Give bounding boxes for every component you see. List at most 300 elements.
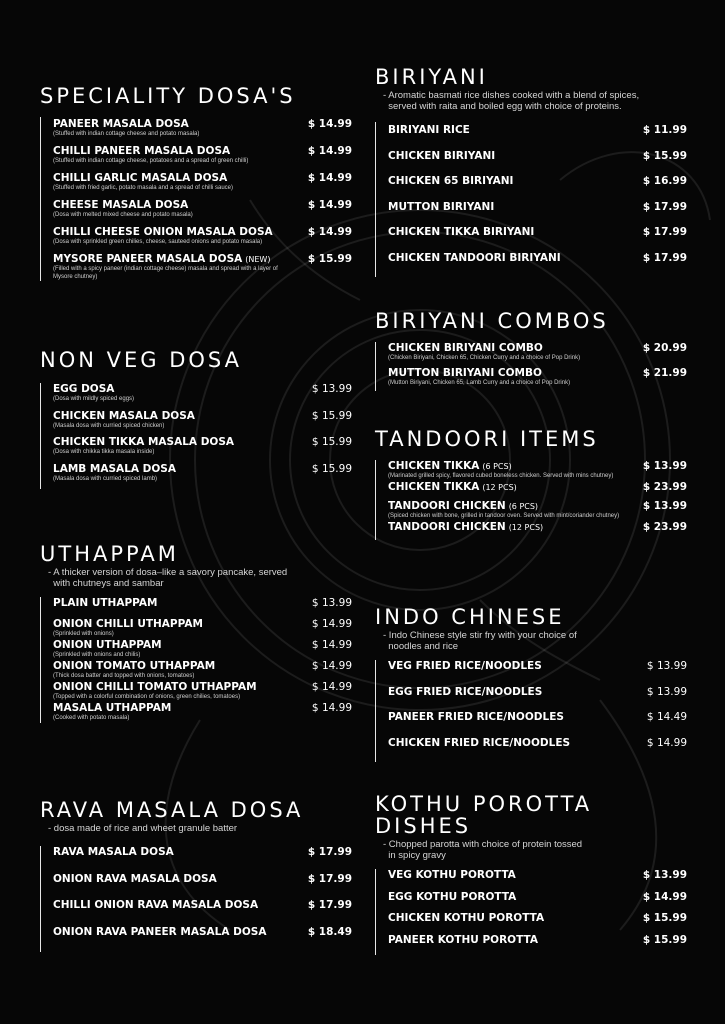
menu-item <box>388 460 687 481</box>
menu-item-name <box>388 201 494 214</box>
menu-item-name-text: VEG KOTHU POROTTA <box>388 869 516 882</box>
menu-item-price <box>312 618 352 631</box>
menu-item-info <box>388 342 580 363</box>
price-value: 14.99 <box>318 199 352 212</box>
menu-item-description: (Topped with a colorful combination of onions, green chilies, tomatoes) <box>53 694 241 701</box>
section-title: SPECIALITY DOSA'S <box>40 84 296 108</box>
menu-item <box>388 124 687 150</box>
currency-symbol: $ <box>642 124 651 137</box>
menu-item-price <box>643 869 687 882</box>
menu-item-tag: (6 PCS) <box>482 462 512 472</box>
currency-symbol: $ <box>307 226 316 239</box>
price-value: 14.99 <box>321 681 352 694</box>
price-value: 14.99 <box>656 736 687 749</box>
section-indo-chinese <box>375 606 687 762</box>
currency-symbol: $ <box>642 500 651 513</box>
currency-symbol: $ <box>307 118 316 131</box>
menu-item-name-text: TANDOORI CHICKEN <box>388 520 506 533</box>
currency-symbol: $ <box>646 711 654 724</box>
price-value: 15.99 <box>653 933 687 946</box>
menu-item-price <box>312 463 352 476</box>
menu-item <box>388 500 687 521</box>
menu-item-description: (Mutton Biriyani, Chicken 65, Lamb Curry and a choice of Pop Drink) <box>388 379 571 386</box>
price-value: 14.99 <box>321 618 352 631</box>
menu-item-info <box>388 175 513 188</box>
menu-item-price <box>308 226 352 239</box>
price-value: 14.99 <box>318 226 352 239</box>
currency-symbol: $ <box>311 681 319 694</box>
item-list <box>40 597 352 723</box>
menu-item-info <box>53 410 195 431</box>
menu-item <box>53 463 352 490</box>
section-title: BIRIYANI <box>375 65 488 89</box>
currency-symbol: $ <box>311 597 319 610</box>
menu-item-name-text: CHICKEN MASALA DOSA <box>53 409 195 422</box>
price-value: 21.99 <box>653 366 687 379</box>
currency-symbol: $ <box>311 639 319 652</box>
menu-item-name-text: EGG DOSA <box>53 383 115 396</box>
menu-item-price <box>647 737 687 750</box>
price-value: 23.99 <box>653 520 687 533</box>
menu-item-description: (Cooked with potato masala) <box>53 715 130 722</box>
currency-symbol: $ <box>311 702 319 715</box>
currency-symbol: $ <box>642 342 651 355</box>
menu-item-info <box>53 597 157 610</box>
menu-item-description: (Thick dosa batter and topped with onions, tomatoes) <box>53 673 195 680</box>
menu-item-price <box>308 873 352 886</box>
menu-item-price <box>647 711 687 724</box>
section-tandoori-items <box>375 428 687 540</box>
menu-item-info <box>53 253 288 281</box>
currency-symbol: $ <box>646 660 654 673</box>
menu-item-name <box>388 124 470 137</box>
menu-item-name <box>388 869 516 882</box>
menu-item-name-text: CHILLI CHEESE ONION MASALA DOSA <box>53 226 273 239</box>
menu-item-info <box>53 618 203 639</box>
menu-item-price <box>308 846 352 859</box>
menu-item-name-text: CHICKEN TANDOORI BIRIYANI <box>388 251 561 264</box>
price-value: 14.49 <box>656 711 687 724</box>
menu-item <box>53 618 352 639</box>
menu-item-name <box>388 367 570 380</box>
menu-item-name-text: RAVA MASALA DOSA <box>53 846 174 859</box>
menu-item-name-text: ONION CHILLI UTHAPPAM <box>53 618 203 631</box>
menu-item <box>53 199 352 226</box>
menu-item-name-text: ONION RAVA MASALA DOSA <box>53 872 217 885</box>
menu-item-price <box>643 201 687 214</box>
section-title: INDO CHINESE <box>375 605 565 629</box>
menu-item-name <box>53 846 174 859</box>
menu-item-name <box>53 436 234 449</box>
menu-item-name-text: CHICKEN TIKKA <box>388 460 480 473</box>
menu-item-info <box>53 463 176 484</box>
menu-item-name-text: CHICKEN TIKKA <box>388 480 480 493</box>
currency-symbol: $ <box>642 869 651 882</box>
menu-item-name <box>53 253 288 266</box>
section-uthappam <box>40 543 352 723</box>
menu-item-price <box>308 253 352 266</box>
menu-item <box>53 226 352 253</box>
menu-item-description: (Marinated grilled spicy, flavored cubed boneless chicken. Served with mins chutney) <box>388 473 614 480</box>
menu-item-name <box>388 934 538 947</box>
currency-symbol: $ <box>642 366 651 379</box>
price-value: 17.99 <box>653 226 687 239</box>
menu-item-description: (Dosa with sprinkled green chilies, cheese, sauteed onions and potato masala) <box>53 239 263 246</box>
section-speciality-dosas <box>40 85 352 281</box>
menu-item <box>53 597 352 618</box>
menu-item-name-text: EGG FRIED RICE/NOODLES <box>388 685 543 698</box>
menu-item-name <box>53 410 195 423</box>
price-value: 13.99 <box>656 685 687 698</box>
section-title: TANDOORI ITEMS <box>375 427 599 451</box>
menu-item-description: (Masala dosa with curried spiced chicken) <box>53 422 165 429</box>
menu-item <box>53 846 352 873</box>
menu-item-price <box>643 481 687 494</box>
menu-item-price <box>643 226 687 239</box>
menu-item-description: (Sprinkled with onions and chilis) <box>53 652 141 659</box>
menu-item-tag: (12 PCS) <box>482 482 517 492</box>
price-value: 17.99 <box>318 872 352 885</box>
section-non-veg-dosa <box>40 349 352 489</box>
menu-item-name-text: MYSORE PANEER MASALA DOSA <box>53 253 243 266</box>
price-value: 14.99 <box>318 172 352 185</box>
menu-item-name <box>388 891 516 904</box>
menu-item <box>53 436 352 463</box>
menu-item-info <box>388 891 516 904</box>
menu-item-name-text: ONION TOMATO UTHAPPAM <box>53 660 216 673</box>
menu-item <box>53 118 352 145</box>
menu-item-info <box>388 737 570 750</box>
menu-item-name <box>388 150 495 163</box>
price-value: 11.99 <box>653 124 687 137</box>
menu-item-description: (Filled with a spicy paneer (indian cottage cheese) masala and spread with a layer of Mysore chutney) <box>53 266 278 280</box>
menu-item-name-text: MUTTON BIRIYANI COMBO <box>388 366 542 379</box>
menu-item-price <box>312 681 352 694</box>
section-description: - dosa made of rice and wheet granule batter <box>48 823 238 835</box>
menu-item-name-text: CHICKEN TIKKA BIRIYANI <box>388 226 535 239</box>
menu-item <box>388 686 687 712</box>
menu-item-name <box>388 226 534 239</box>
menu-item-info <box>388 869 516 882</box>
price-value: 14.99 <box>318 145 352 158</box>
menu-item-name <box>388 521 543 534</box>
menu-item-name-text: VEG FRIED RICE/NOODLES <box>388 660 542 673</box>
price-value: 17.99 <box>653 251 687 264</box>
menu-item-name <box>388 711 564 724</box>
currency-symbol: $ <box>307 199 316 212</box>
menu-item-price <box>643 521 687 534</box>
price-value: 15.99 <box>653 912 687 925</box>
menu-item-info <box>53 118 199 139</box>
menu-item-name-text: CHICKEN FRIED RICE/NOODLES <box>388 736 571 749</box>
currency-symbol: $ <box>311 618 319 631</box>
menu-item <box>388 252 687 278</box>
currency-symbol: $ <box>642 251 651 264</box>
menu-item-name <box>53 145 248 158</box>
menu-item-info <box>388 201 494 214</box>
menu-item-name <box>53 172 233 185</box>
currency-symbol: $ <box>307 846 316 859</box>
menu-item-description: (Dosa with mildly spiced eggs) <box>53 396 135 403</box>
menu-item-price <box>312 597 352 610</box>
menu-item-name <box>388 500 619 513</box>
menu-item <box>388 226 687 252</box>
menu-item-name <box>388 660 542 673</box>
menu-item-price <box>308 118 352 131</box>
currency-symbol: $ <box>307 172 316 185</box>
currency-symbol: $ <box>642 226 651 239</box>
currency-symbol: $ <box>642 520 651 533</box>
menu-item-price <box>647 660 687 673</box>
menu-item-name-text: MUTTON BIRIYANI <box>388 200 495 213</box>
price-value: 13.99 <box>321 383 352 396</box>
menu-item-info <box>388 521 543 534</box>
menu-item-name <box>53 199 193 212</box>
menu-item <box>388 869 687 891</box>
menu-item <box>388 175 687 201</box>
menu-item-price <box>643 150 687 163</box>
price-value: 13.99 <box>653 500 687 513</box>
menu-item-info <box>388 912 544 925</box>
menu-item-name <box>388 912 544 925</box>
menu-item <box>388 711 687 737</box>
menu-item <box>388 912 687 934</box>
menu-item-name-text: CHICKEN TIKKA MASALA DOSA <box>53 436 235 449</box>
item-list <box>40 117 352 281</box>
menu-item-price <box>312 436 352 449</box>
menu-item-price <box>308 172 352 185</box>
currency-symbol: $ <box>642 912 651 925</box>
menu-item-description: (Spiced chicken with bone, grilled in tandoor oven. Served with mint/coriander chutney) <box>388 513 620 520</box>
section-description: - A thicker version of dosa–like a savory pancake, served with chutneys and sambar <box>48 567 288 590</box>
menu-item-info <box>388 367 570 388</box>
menu-item-name <box>388 342 580 355</box>
menu-item <box>53 639 352 660</box>
menu-item-info <box>388 500 619 521</box>
menu-item-price <box>643 175 687 188</box>
price-value: 15.99 <box>653 149 687 162</box>
price-value: 13.99 <box>321 597 352 610</box>
currency-symbol: $ <box>307 925 316 938</box>
section-title: UTHAPPAM <box>40 542 179 566</box>
currency-symbol: $ <box>311 409 319 422</box>
menu-item-price <box>308 199 352 212</box>
menu-item-name <box>388 737 570 750</box>
menu-item <box>388 660 687 686</box>
menu-item-description: (Dosa with chikka tikka masala inside) <box>53 449 155 456</box>
currency-symbol: $ <box>642 480 651 493</box>
menu-item <box>53 660 352 681</box>
section-title: RAVA MASALA DOSA <box>40 798 304 822</box>
menu-item-info <box>388 711 564 724</box>
section-description: - Indo Chinese style stir fry with your choice of noodles and rice <box>383 630 577 653</box>
menu-item-name-text: CHILLI ONION RAVA MASALA DOSA <box>53 899 259 912</box>
menu-item-info <box>53 172 233 193</box>
section-title: BIRIYANI COMBOS <box>375 309 609 333</box>
menu-item-name <box>53 681 257 694</box>
menu-item-name-text: CHEESE MASALA DOSA <box>53 199 189 212</box>
price-value: 14.99 <box>321 639 352 652</box>
menu-item-price <box>643 252 687 265</box>
currency-symbol: $ <box>642 175 651 188</box>
price-value: 14.99 <box>318 118 352 131</box>
menu-item-info <box>53 226 273 247</box>
menu-item-info <box>53 873 217 886</box>
menu-item-name-text: LAMB MASALA DOSA <box>53 462 176 475</box>
section-description: - Aromatic basmati rice dishes cooked with a blend of spices, served with raita and boiled egg with choice of proteins. <box>383 90 640 113</box>
menu-item-price <box>643 342 687 355</box>
menu-item <box>53 702 352 723</box>
price-value: 18.49 <box>318 925 352 938</box>
currency-symbol: $ <box>642 460 651 473</box>
menu-item-name-text: MASALA UTHAPPAM <box>53 702 172 715</box>
menu-item-name-text: EGG KOTHU POROTTA <box>388 890 517 903</box>
menu-item-info <box>53 145 248 166</box>
menu-item <box>53 899 352 926</box>
menu-item <box>53 873 352 900</box>
menu-item-info <box>388 660 542 673</box>
menu-item-price <box>308 145 352 158</box>
menu-item-name <box>53 702 171 715</box>
menu-item-info <box>53 846 174 859</box>
menu-item <box>53 383 352 410</box>
menu-item-info <box>388 481 517 494</box>
currency-symbol: $ <box>646 685 654 698</box>
menu-item-name <box>53 926 266 939</box>
price-value: 15.99 <box>318 253 352 266</box>
menu-item-name <box>53 639 162 652</box>
menu-item-description: (Dosa with melted mixed cheese and potato masala) <box>53 212 193 219</box>
menu-item-name <box>388 460 613 473</box>
menu-item-name-text: PANEER FRIED RICE/NOODLES <box>388 711 564 724</box>
menu-item-name <box>388 175 513 188</box>
menu-item-info <box>388 124 470 137</box>
menu-item-name-text: PANEER KOTHU POROTTA <box>388 933 538 946</box>
price-value: 17.99 <box>318 846 352 859</box>
menu-item-name-text: BIRIYANI RICE <box>388 124 470 137</box>
menu-item-info <box>53 702 171 723</box>
menu-item-name-text: ONION CHILLI TOMATO UTHAPPAM <box>53 681 257 694</box>
menu-item-price <box>643 124 687 137</box>
section-title: NON VEG DOSA <box>40 348 242 372</box>
menu-item-name <box>53 118 199 131</box>
menu-item-name <box>53 873 217 886</box>
menu-item-description: (Masala dosa with curried spiced lamb) <box>53 475 158 482</box>
section-biriyani <box>375 66 687 277</box>
menu-item-info <box>388 252 561 265</box>
price-value: 14.99 <box>321 660 352 673</box>
currency-symbol: $ <box>307 872 316 885</box>
menu-item-name <box>53 383 134 396</box>
price-value: 14.99 <box>653 890 687 903</box>
menu-item-description: (Sprinkled with onions) <box>53 631 114 638</box>
menu-item <box>53 253 352 281</box>
menu-item <box>53 410 352 437</box>
price-value: 16.99 <box>653 175 687 188</box>
item-list <box>375 869 687 955</box>
menu-item-name <box>53 597 157 610</box>
item-list <box>40 383 352 489</box>
menu-item-info <box>388 150 495 163</box>
menu-item-name-text: CHICKEN 65 BIRIYANI <box>388 175 514 188</box>
menu-item-name-text: CHILLI PANEER MASALA DOSA <box>53 145 231 158</box>
menu-item-info <box>53 199 193 220</box>
menu-item-info <box>388 226 534 239</box>
menu-item <box>388 481 687 501</box>
price-value: 15.99 <box>321 462 352 475</box>
menu-item-price <box>643 367 687 380</box>
menu-item-name-text: CHILLI GARLIC MASALA DOSA <box>53 172 228 185</box>
menu-item-name <box>53 660 215 673</box>
menu-item <box>388 201 687 227</box>
currency-symbol: $ <box>311 462 319 475</box>
menu-item <box>388 891 687 913</box>
menu-item-name-text: PANEER MASALA DOSA <box>53 118 189 131</box>
price-value: 14.99 <box>321 702 352 715</box>
menu-item-name <box>53 899 258 912</box>
price-value: 15.99 <box>321 409 352 422</box>
menu-item-description: (Stuffed with indian cottage cheese and potato masala) <box>53 131 200 138</box>
menu-item-description: (Stuffed with fried garlic, potato masala and a spread of chilli sauce) <box>53 185 233 192</box>
price-value: 13.99 <box>656 660 687 673</box>
item-list <box>375 660 687 762</box>
menu-item-price <box>643 460 687 473</box>
menu-item-price <box>312 660 352 673</box>
price-value: 15.99 <box>321 436 352 449</box>
menu-item-name <box>388 252 561 265</box>
menu-item-name <box>388 686 542 699</box>
menu-item <box>388 934 687 956</box>
menu-item-name <box>53 226 273 239</box>
price-value: 17.99 <box>653 200 687 213</box>
currency-symbol: $ <box>311 383 319 396</box>
menu-item <box>388 367 687 392</box>
menu-item <box>53 172 352 199</box>
menu-item-name-text: PLAIN UTHAPPAM <box>53 597 158 610</box>
menu-item-info <box>53 383 134 404</box>
menu-item-tag: (12 PCS) <box>508 522 544 532</box>
menu-item-info <box>388 460 613 481</box>
currency-symbol: $ <box>311 436 319 449</box>
menu-item <box>388 737 687 763</box>
menu-item-description: (Chicken Biriyani, Chicken 65, Chicken Curry and a choice of Pop Drink) <box>388 355 581 362</box>
menu-item <box>53 145 352 172</box>
menu-item-info <box>53 639 162 660</box>
section-biriyani-combos <box>375 310 687 391</box>
section-kothu-porotta <box>375 793 687 955</box>
menu-item-price <box>308 926 352 939</box>
section-rava-masala-dosa <box>40 799 352 952</box>
menu-item-info <box>53 899 258 912</box>
section-title: KOTHU POROTTA DISHES <box>375 792 593 839</box>
menu-item-name <box>53 463 176 476</box>
menu-item-name <box>388 481 517 494</box>
menu-item-price <box>312 383 352 396</box>
price-value: 23.99 <box>653 480 687 493</box>
menu-item-tag: (NEW) <box>245 255 271 265</box>
menu-item-name-text: CHICKEN BIRIYANI COMBO <box>388 342 543 355</box>
menu-item-price <box>312 702 352 715</box>
menu-item-info <box>53 926 266 939</box>
menu-item-name <box>53 618 203 631</box>
menu-item <box>388 521 687 541</box>
menu-item <box>53 926 352 953</box>
menu-item-info <box>388 934 538 947</box>
currency-symbol: $ <box>642 200 651 213</box>
price-value: 17.99 <box>318 899 352 912</box>
menu-item <box>388 150 687 176</box>
currency-symbol: $ <box>307 253 316 266</box>
